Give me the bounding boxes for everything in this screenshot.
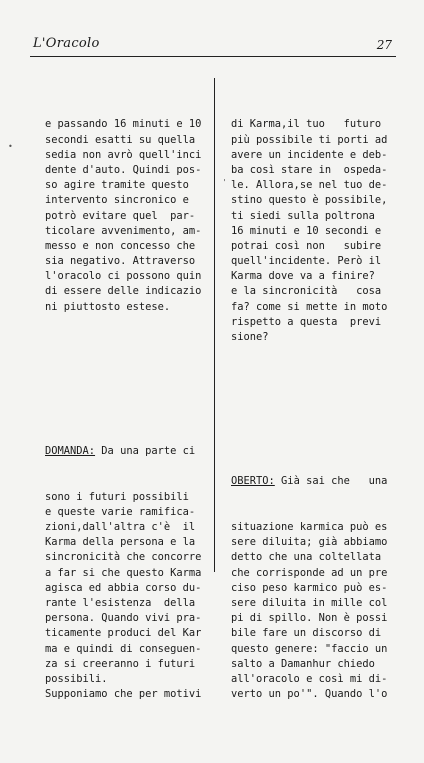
text-line: sincronicità che concorre xyxy=(45,551,202,564)
text-line: sono i futuri possibili xyxy=(45,490,189,503)
header-rule xyxy=(30,56,396,57)
right-paragraph-2 xyxy=(231,444,401,733)
text-line: stino questo è possibile, xyxy=(231,194,388,207)
text-line: all'oracolo e così mi di- xyxy=(231,672,388,685)
text-line: secondi esatti su quella xyxy=(45,133,196,146)
margin-mark: • xyxy=(8,142,13,151)
text-line: rispetto a questa previ xyxy=(231,315,382,328)
text-line: che corrisponde ad un pre xyxy=(231,566,388,579)
text-line: fa? come si mette in moto xyxy=(231,300,388,313)
text-line: Karma della persona e la xyxy=(45,536,196,549)
text-line: di essere delle indicazio xyxy=(45,285,202,298)
text-line: sere diluita in mille col xyxy=(231,596,388,609)
text-line: potrò evitare quel par- xyxy=(45,209,196,222)
text-line: dente d'auto. Quindi pos- xyxy=(45,163,202,176)
question-body xyxy=(45,490,210,703)
question-first-line xyxy=(45,444,210,459)
left-paragraph-2 xyxy=(45,414,210,733)
speaker-label: DOMANDA: xyxy=(45,445,96,458)
text-line: pi di spillo. Non è possi xyxy=(231,612,388,625)
running-header-title: L'Oracolo xyxy=(33,36,100,51)
text-line: salto a Damanhur chiedo xyxy=(231,657,375,670)
text-line: sedia non avrò quell'inci xyxy=(45,148,202,161)
text-line: quell'incidente. Però il xyxy=(231,255,382,268)
text-line: detto che una coltellata xyxy=(231,551,382,564)
text-line: ma e quindi di conseguen- xyxy=(45,642,202,655)
text-line: Karma dove va a finire? xyxy=(231,270,375,283)
text-line: messo e non concesso che xyxy=(45,239,196,252)
text-line: agisca ed abbia corso du- xyxy=(45,581,202,594)
text-line: ticolare avvenimento, am- xyxy=(45,224,202,237)
text-line: verto un po'". Quando l'o xyxy=(231,688,388,701)
text-line: so agire tramite questo xyxy=(45,179,189,192)
paragraph-gap xyxy=(45,345,210,383)
answer-first-line xyxy=(231,474,401,489)
right-column xyxy=(231,87,401,763)
text-line: persona. Quando vivi pra- xyxy=(45,612,202,625)
text-line: di Karma,il tuo futuro xyxy=(231,118,382,131)
page-number: 27 xyxy=(376,38,392,52)
text-line: avere un incidente e deb- xyxy=(231,148,388,161)
text-line: sione? xyxy=(231,331,269,344)
text-line: sere diluita; già abbiamo xyxy=(231,536,388,549)
right-paragraph-1 xyxy=(231,117,401,345)
column-divider xyxy=(214,78,215,572)
text-line: l'oracolo ci possono quin xyxy=(45,270,202,283)
text-line: ba così stare in ospeda- xyxy=(231,163,388,176)
text-line: sia negativo. Attraverso xyxy=(45,255,196,268)
text-line: zioni,dall'altra c'è il xyxy=(45,521,196,534)
text-line: e passando 16 minuti e 10 xyxy=(45,118,202,131)
text-line: più possibile ti porti ad xyxy=(231,133,388,146)
text-line: e la sincronicità cosa xyxy=(231,285,382,298)
text-line: questo genere: "faccio un xyxy=(231,642,388,655)
first-line-text: Da una parte ci xyxy=(95,445,196,458)
text-line: potrai così non subire xyxy=(231,239,382,252)
left-column xyxy=(45,87,210,763)
text-line: possibili. xyxy=(45,672,108,685)
text-line: bile fare un discorso di xyxy=(231,627,382,640)
text-line: situazione karmica può es xyxy=(231,521,388,534)
paragraph-gap xyxy=(231,376,401,414)
answer-body xyxy=(231,520,401,702)
text-line: intervento sincronico e xyxy=(45,194,189,207)
left-paragraph-1 xyxy=(45,117,210,314)
text-line: ciso peso karmico può es- xyxy=(231,581,388,594)
text-line: 16 minuti e 10 secondi e xyxy=(231,224,382,237)
speaker-label: OBERTO: xyxy=(231,475,275,488)
text-line: ti siedi sulla poltrona xyxy=(231,209,375,222)
text-line: ni piuttosto estese. xyxy=(45,300,171,313)
text-line: a far si che questo Karma xyxy=(45,566,202,579)
text-line: za si creeranno i futuri xyxy=(45,657,196,670)
text-line: rante l'esistenza della xyxy=(45,596,196,609)
text-line: Supponiamo che per motivi xyxy=(45,688,202,701)
text-line: le. Allora,se nel tuo de- xyxy=(231,179,388,192)
text-line: ticamente produci del Kar xyxy=(45,627,202,640)
margin-mark: ' xyxy=(222,178,227,187)
first-line-text: Già sai che una xyxy=(274,475,388,488)
text-line: e queste varie ramifica- xyxy=(45,505,196,518)
